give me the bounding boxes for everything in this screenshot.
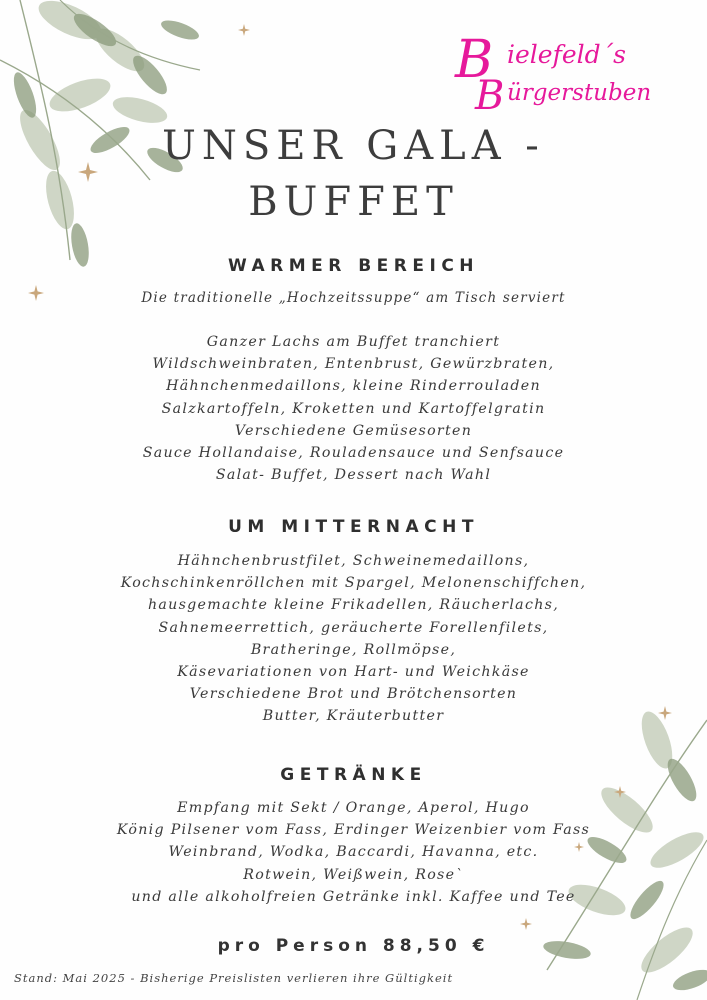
logo-line-1: ielefeld´s [507, 40, 626, 69]
footer-note: Stand: Mai 2025 - Bisherige Preislisten verlieren ihre Gültigkeit [14, 971, 454, 985]
price-per-person: pro Person 88,50 € [217, 936, 490, 956]
drinks-items-list [0, 797, 707, 908]
sparkle-star-icon [238, 24, 250, 36]
logo-initial-2: B [475, 73, 505, 119]
section-heading-midnight: UM MITTERNACHT [228, 517, 479, 537]
logo-initial-1: B [455, 30, 494, 90]
list-item: und alle alkoholfreien Getränke inkl. Kaffee und Tee [131, 888, 576, 905]
list-item: Verschiedene Brot und Brötchensorten [189, 686, 518, 703]
list-item: Kochschinkenröllchen mit Spargel, Melonenschiffchen, [120, 575, 587, 592]
list-item: hausgemachte kleine Frikadellen, Räucherlachs, [147, 597, 560, 614]
warm-intro-line: Die traditionelle „Hochzeitssuppe“ am Tisch serviert [141, 290, 566, 306]
list-item: Salat- Buffet, Dessert nach Wahl [215, 467, 492, 484]
list-item: Hähnchenmedaillons, kleine Rinderrouladen [166, 378, 541, 395]
list-item: Rotwein, Weißwein, Rose` [243, 866, 464, 883]
list-item: Käsevariationen von Hart- und Weichkäse [177, 664, 530, 681]
list-item: Salzkartoffeln, Kroketten und Kartoffelgratin [161, 400, 546, 417]
brand-logo [455, 30, 695, 119]
list-item: Hähnchenbrustfilet, Schweinemedaillons, [177, 553, 530, 569]
list-item: Empfang mit Sekt / Orange, Aperol, Hugo [177, 800, 530, 816]
logo-line-2: ürgerstuben [507, 80, 652, 106]
sparkle-star-icon [520, 918, 532, 930]
list-item: Verschiedene Gemüsesorten [234, 422, 473, 439]
section-heading-warm: WARMER BEREICH [227, 256, 480, 276]
list-item: König Pilsener vom Fass, Erdinger Weizenbier vom Fass [116, 822, 591, 839]
list-item: Wildschweinbraten, Entenbrust, Gewürzbraten, [152, 356, 555, 373]
midnight-items-list [0, 550, 707, 728]
page-title-line-1: UNSER GALA - [162, 123, 545, 169]
warm-items-list [0, 331, 707, 486]
page-title [0, 118, 707, 230]
list-item: Bratheringe, Rollmöpse, [250, 641, 457, 658]
page-title-line-2: BUFFET [248, 179, 459, 225]
list-item: Sahnemeerrettich, geräucherte Forellenfilets, [158, 619, 549, 636]
list-item: Butter, Kräuterbutter [262, 708, 445, 725]
section-heading-drinks: GETRÄNKE [280, 765, 427, 785]
list-item: Sauce Hollandaise, Rouladensauce und Senfsauce [142, 445, 565, 462]
list-item: Weinbrand, Wodka, Baccardi, Havanna, etc. [168, 844, 539, 861]
list-item: Ganzer Lachs am Buffet tranchiert [206, 334, 501, 350]
